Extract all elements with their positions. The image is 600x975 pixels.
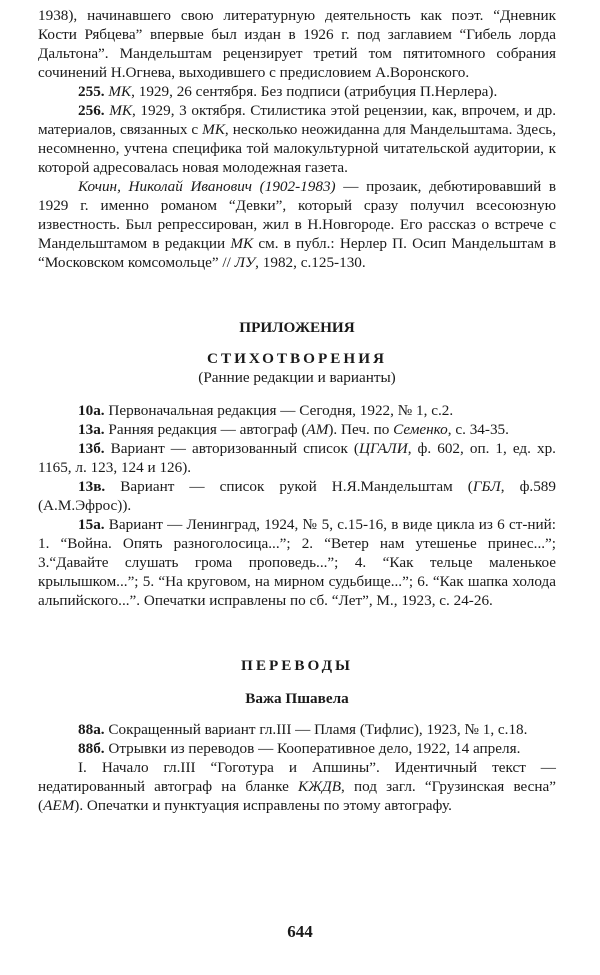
entry-text: Вариант — Ленинград, 1924, № 5, с.15-16, в виде цикла из 6 ст-ний: 1. “Война. Опять разноголосица...”; 2. “Ветер нам утешенье принес...”; 3.“Давайте слушать грома проповедь...”; 4. “Как тельце маленькое крылышком...”; 5. “На круговом, на мирном судьбище...”; 6. “Как шапка холода альпийского...”. Опечатки исправлены по сб. “Лет”, М., 1923, с. 24-26. [38,516,556,609]
source-abbrev: МК [230,235,254,252]
note-number: 255. [78,83,105,100]
source-abbrev: Семенко [393,421,448,438]
person-name: Кочин, Николай Иванович (1902-1983) [78,178,336,195]
entry-number: 88а. [78,721,105,738]
source-abbrev: ЛУ [234,254,256,271]
entry-number: 15а. [78,516,105,533]
entry-number: 88б. [78,740,105,757]
note-number: 256. [78,102,105,119]
note-text: , 1929, 26 сентября. Без подписи (атрибуция П.Нерлера). [131,83,498,100]
appendix-heading: ПРИЛОЖЕНИЯ [239,319,355,336]
page-number: 644 [287,922,313,941]
note-text: см. в публ.: Нерлер П. Осип Мандельштам в “Московском комсомольце” // [38,235,556,271]
entry-number: 13а. [78,421,105,438]
entry-88a [38,720,556,739]
entry-number: 13б. [78,440,105,457]
translations-heading: ПЕРЕВОДЫ [241,657,353,674]
entry-15a [38,515,556,610]
entry-text: I. Начало гл.III “Гоготура и Апшины”. Идентичный текст — недатированный автограф на бланке [38,759,556,795]
source-abbrev: ГБЛ [472,478,501,495]
author-heading: Важа Пшавела [245,690,349,707]
entry-text: Вариант — авторизованный список ( [104,440,359,457]
entry-88b [38,739,556,758]
poems-subheading: (Ранние редакции и варианты) [198,369,396,386]
source-abbrev: АЕМ [43,797,75,814]
entry-13v [38,477,556,515]
entry-13b [38,439,556,477]
entry-text: Ранняя редакция — автограф ( [104,421,307,438]
entry-number: 13в. [78,478,106,495]
entry-text: Вариант — список рукой Н.Я.Мандельштам ( [105,478,473,495]
source-abbrev: МК [108,83,132,100]
poems-heading: СТИХОТВОРЕНИЯ [207,350,387,367]
entry-text: ). Печ. по [328,421,394,438]
entry-text: , под загл. “Грузинская весна” ( [38,778,557,814]
note-text: , несколько неожиданна для Мандельштама. Здесь, несомненно, учтена специфика той малокультурной читательской аудитории, к которой адресовалась новая молодежная газета. [38,121,556,176]
entry-I [38,758,556,815]
entry-text: , ф. 602, оп. 1, ед. хр. 1165, л. 123, 124 и 126). [38,440,556,476]
entry-text: Первоначальная редакция — Сегодня, 1922, № 1, с.2. [104,402,454,419]
note-256 [38,101,556,177]
source-abbrev: ЦГАЛИ [358,440,408,457]
source-abbrev: АМ [306,421,329,438]
note-254-continuation: 1938), начинавшего свою литературную деятельность как поэт. “Дневник Кости Рябцева” впервые был издан в 1926 г. под заглавием “Гибель лорда Дальтона”. Мандельштам рецензирует третий том пятитомного собрания сочинений Н.Огнева, выходившего с предисловием А.Воронского. [38,7,556,81]
entry-text: ). Опечатки и пунктуация исправлены по этому автографу. [74,797,452,814]
entry-text: , ф.589 (А.М.Эфрос)). [38,478,556,514]
entry-10a [38,401,556,420]
note-text: , 1929, 3 октября. Стилистика этой рецензии, как, впрочем, и др. материалов, связанных с [38,102,556,138]
entry-text: Отрывки из переводов — Кооперативное дело, 1922, 14 апреля. [104,740,521,757]
source-abbrev: КЖДВ [298,778,341,795]
note-kochin [38,177,556,272]
entry-number: 10а. [78,402,105,419]
entry-text: Сокращенный вариант гл.III — Пламя (Тифлис), 1923, № 1, с.18. [104,721,528,738]
source-abbrev: МК [202,121,225,138]
source-abbrev: МК [109,102,132,119]
entry-13a [38,420,556,439]
note-255 [38,82,556,101]
note-text: — прозаик, дебютировавший в 1929 г. именно романом “Девки”, который сразу получил всесоюзную известность. Был репрессирован, жил в Н.Новгороде. Его рассказ о встрече с Мандельштамом в редакции [38,178,557,252]
entry-text: , с. 34-35. [447,421,509,438]
note-text: , 1982, с.125-130. [255,254,366,271]
